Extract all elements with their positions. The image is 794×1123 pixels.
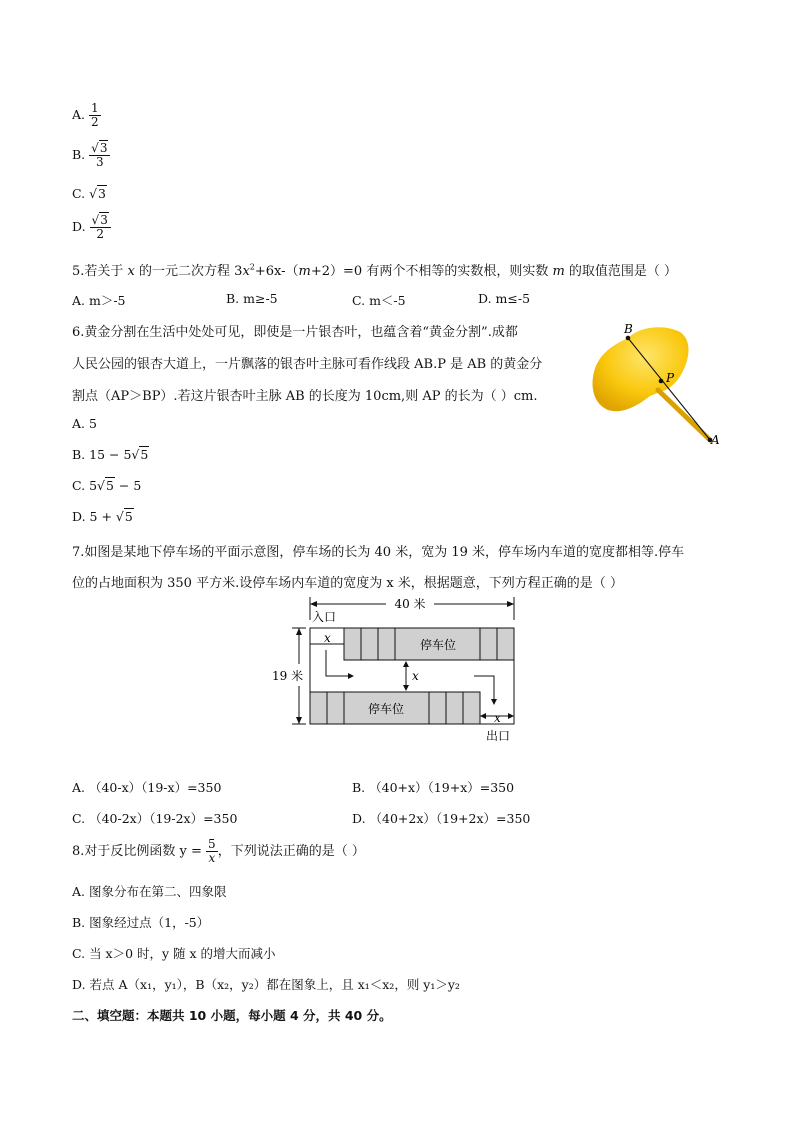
radicand: 3 bbox=[99, 141, 108, 155]
label-p: P bbox=[666, 371, 675, 385]
denominator: x bbox=[208, 851, 216, 865]
q4-option-c bbox=[72, 186, 107, 201]
q7-stem-line2: 位的占地面积为 350 平方米.设停车场内车道的宽度为 x 米，根据题意，下列方程正确的是（ ） bbox=[72, 576, 623, 591]
text: ，下列说法正确的是（ ） bbox=[217, 844, 365, 859]
q5-option-b: B. m≥-5 bbox=[226, 291, 278, 306]
arrow-down-small-icon bbox=[403, 685, 409, 691]
length-label: 40 米 bbox=[394, 597, 426, 611]
arrow-up-icon bbox=[296, 628, 302, 635]
q4-option-a bbox=[72, 102, 101, 129]
fraction bbox=[90, 214, 111, 241]
q8-stem bbox=[72, 838, 365, 865]
q7-stem-line1: 7.如图是某地下停车场的平面示意图，停车场的长为 40 米，宽为 19 米，停车场内车道的宽度都相等.停车 bbox=[72, 545, 685, 560]
x-label-3: x bbox=[494, 711, 501, 725]
q6-option-c: C. 5√5 − 5 bbox=[72, 478, 142, 493]
q8-option-d: D. 若点 A（x₁，y₁），B（x₂，y₂）都在图象上，且 x₁＜x₂，则 y₁＞y₂ bbox=[72, 977, 460, 992]
q4-option-b bbox=[72, 142, 110, 169]
x-label-1: x bbox=[324, 631, 331, 645]
q4-option-d bbox=[72, 214, 111, 241]
ginkgo-leaf-blade bbox=[593, 327, 689, 411]
label-b: B bbox=[624, 322, 633, 336]
radicand: 3 bbox=[100, 213, 108, 227]
text: B. 15 − 5 bbox=[72, 447, 132, 462]
width-label: 19 米 bbox=[272, 669, 304, 683]
numerator: √3 bbox=[89, 142, 110, 156]
q8-option-b: B. 图象经过点（1，-5） bbox=[72, 915, 210, 930]
option-label: B. bbox=[72, 147, 86, 162]
q8-option-a: A. 图象分布在第二、四象限 bbox=[72, 884, 227, 899]
q5-option-d: D. m≤-5 bbox=[478, 291, 531, 306]
q6-option-d: D. 5 + √5 bbox=[72, 509, 133, 524]
denominator: 2 bbox=[96, 227, 105, 241]
parking-lot-diagram bbox=[268, 592, 528, 744]
numerator: 1 bbox=[91, 101, 99, 115]
text: +2）=0 有两个不相等的实数根，则实数 bbox=[310, 264, 553, 279]
fraction bbox=[89, 102, 101, 129]
q6-option-b: B. 15 − 5√5 bbox=[72, 447, 149, 462]
denominator: 3 bbox=[95, 155, 104, 169]
option-label: C. bbox=[72, 186, 86, 201]
radicand: 5 bbox=[140, 447, 149, 462]
numerator: √3 bbox=[90, 214, 111, 228]
label-a: A bbox=[711, 433, 720, 447]
fraction bbox=[206, 838, 218, 865]
q7-option-a: A. （40-x）（19-x）=350 bbox=[72, 780, 222, 795]
q7-option-b: B. （40+x）（19+x）=350 bbox=[352, 780, 515, 795]
arrow-right-icon bbox=[507, 601, 514, 607]
text: C. 5 bbox=[72, 478, 98, 493]
fraction bbox=[89, 142, 110, 169]
radicand: 3 bbox=[98, 186, 106, 201]
denominator: 2 bbox=[91, 115, 99, 129]
parking-label-bottom: 停车位 bbox=[367, 702, 405, 716]
arrow-right-small-icon bbox=[508, 713, 514, 719]
q5-option-a: A. m＞-5 bbox=[72, 293, 126, 308]
point-p bbox=[659, 379, 664, 384]
q7-option-d: D. （40+2x）（19+2x）=350 bbox=[352, 811, 531, 826]
q6-stem-line3: 割点（AP＞BP）.若这片银杏叶主脉 AB 的长度为 10cm,则 AP 的长为（ ）cm. bbox=[72, 389, 538, 404]
arrow-path-down-icon bbox=[491, 699, 497, 705]
text: 5.若关于 bbox=[72, 264, 128, 279]
q6-option-a: A. 5 bbox=[72, 416, 97, 431]
option-label: D. bbox=[72, 219, 86, 234]
arrow-left-icon bbox=[310, 601, 317, 607]
bottom-stalls bbox=[310, 692, 480, 724]
text: 的取值范围是（ ） bbox=[564, 264, 678, 279]
radicand: 5 bbox=[106, 478, 114, 493]
section-heading: 二、填空题：本题共 10 小题，每小题 4 分，共 40 分。 bbox=[72, 1008, 392, 1023]
q6-stem-line1: 6.黄金分割在生活中处处可见，即使是一片银杏叶，也蕴含着“黄金分割”.成都 bbox=[72, 325, 518, 340]
q5-option-c: C. m＜-5 bbox=[352, 293, 406, 308]
text: − 5 bbox=[114, 478, 142, 493]
text: D. 5 + bbox=[72, 509, 116, 524]
top-stalls bbox=[344, 628, 514, 660]
point-b bbox=[626, 336, 631, 341]
text: 的一元二次方程 3 bbox=[134, 264, 243, 279]
arrow-left-small-icon bbox=[480, 713, 486, 719]
var: m bbox=[298, 264, 311, 279]
x-label-2: x bbox=[412, 669, 419, 683]
text: +6x-（ bbox=[254, 264, 299, 279]
radicand: 5 bbox=[124, 509, 133, 524]
entrance-label: 入口 bbox=[312, 610, 337, 624]
numerator: 5 bbox=[208, 837, 216, 851]
ginkgo-leaf-figure bbox=[580, 318, 730, 458]
ginkgo-leaf-stem bbox=[658, 390, 710, 440]
exponent: 2 bbox=[249, 262, 255, 272]
q5-stem: 5.若关于 x 的一元二次方程 $3x^2+6x-(m+2)=0$ 有两个不相等的实数根，则实数 m 的取值范围是（ ） bbox=[72, 262, 678, 279]
text: 8.对于反比例函数 y = bbox=[72, 844, 207, 859]
var: x bbox=[127, 264, 135, 279]
exit-label: 出口 bbox=[486, 729, 511, 743]
q6-stem-line2: 人民公园的银杏大道上，一片飘落的银杏叶主脉可看作线段 AB.P 是 AB 的黄金分 bbox=[72, 357, 543, 372]
parking-label-top: 停车位 bbox=[419, 638, 457, 652]
var: m bbox=[552, 264, 565, 279]
q7-option-c: C. （40-2x）（19-2x）=350 bbox=[72, 811, 238, 826]
arrow-up-small-icon bbox=[403, 661, 409, 667]
sqrt-expression: √3 bbox=[89, 186, 106, 201]
q8-option-c: C. 当 x＞0 时，y 随 x 的增大而减小 bbox=[72, 946, 276, 961]
option-label: A. bbox=[72, 107, 86, 122]
arrow-down-icon bbox=[296, 717, 302, 724]
arrow-path-right-icon bbox=[348, 673, 354, 679]
